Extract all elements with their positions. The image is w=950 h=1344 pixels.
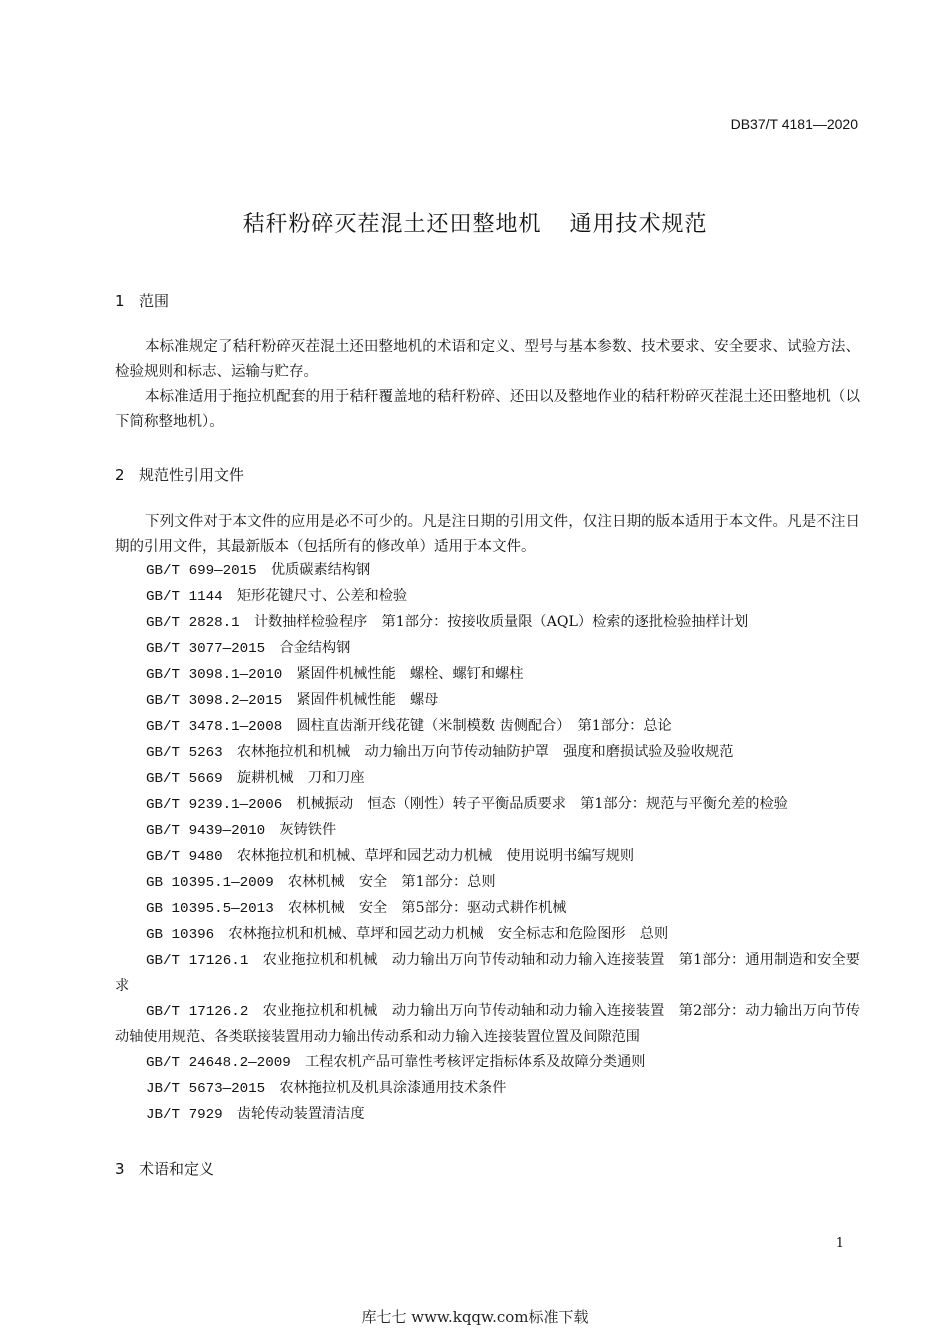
- reference-item: [115, 558, 860, 584]
- section-2-intro: 下列文件对于本文件的应用是必不可少的。凡是注日期的引用文件，仅注日期的版本适用于本文件。凡是不注日期的引用文件，其最新版本（包括所有的修改单）适用于本文件。: [115, 514, 860, 555]
- section-1-title: 范围: [139, 292, 170, 310]
- reference-code: GB/T 17126.2: [146, 1004, 249, 1020]
- reference-title: 机械振动 恒态（刚性）转子平衡品质要求 第1部分：规范与平衡允差的检验: [296, 796, 788, 812]
- title-sub: 通用技术规范: [569, 212, 708, 237]
- title-main: 秸秆粉碎灭茬混土还田整地机: [242, 212, 542, 237]
- reference-code: GB/T 699—2015: [146, 563, 257, 579]
- section-2-number: 2: [115, 466, 125, 484]
- reference-title: 农业拖拉机和机械 动力输出万向节传动轴和动力输入连接装置 第1部分：通用制造和安全要求: [115, 952, 860, 994]
- section-3-number: 3: [115, 1160, 125, 1178]
- reference-item: [115, 766, 860, 792]
- reference-title: 优质碳素结构钢: [270, 562, 371, 578]
- section-1-paragraph-2: 本标准适用于拖拉机配套的用于秸秆覆盖地的秸秆粉碎、还田以及整地作业的秸秆粉碎灭茬混土还田整地机（以下简称整地机）。: [115, 389, 860, 430]
- reference-item: [115, 662, 860, 688]
- reference-title: 灰铸铁件: [279, 822, 337, 838]
- section-2-heading: [115, 464, 244, 485]
- reference-code: GB/T 3478.1—2008: [146, 719, 283, 735]
- reference-item: [115, 870, 860, 896]
- reference-item: [115, 1050, 860, 1076]
- reference-item: [115, 844, 860, 870]
- reference-title: 农林机械 安全 第1部分：总则: [287, 874, 496, 890]
- reference-item: [115, 610, 860, 636]
- reference-title: 合金结构钢: [279, 640, 351, 656]
- reference-title: 矩形花键尺寸、公差和检验: [236, 588, 408, 604]
- reference-title: 齿轮传动装置清洁度: [236, 1106, 365, 1122]
- section-3-title: 术语和定义: [139, 1160, 215, 1178]
- section-1-number: 1: [115, 292, 125, 310]
- reference-item: [115, 922, 860, 948]
- reference-code: JB/T 5673—2015: [146, 1081, 266, 1097]
- reference-code: JB/T 7929: [146, 1107, 223, 1123]
- section-1-heading: [115, 290, 169, 311]
- reference-title: 紧固件机械性能 螺母: [296, 692, 439, 708]
- reference-code: GB/T 5263: [146, 745, 223, 761]
- document-code: DB37/T 4181—2020: [730, 116, 858, 132]
- reference-item: [115, 688, 860, 714]
- reference-item: [115, 584, 860, 610]
- reference-code: GB/T 9480: [146, 849, 223, 865]
- reference-item: [115, 1076, 860, 1102]
- reference-code: GB/T 24648.2—2009: [146, 1055, 291, 1071]
- reference-title: 农林机械 安全 第5部分：驱动式耕作机械: [287, 900, 567, 916]
- reference-item: [115, 636, 860, 662]
- reference-title: 计数抽样检验程序 第1部分：按接收质量限（AQL）检索的逐批检验抽样计划: [253, 614, 749, 630]
- footer-watermark: 库七七 www.kqqw.com标准下载: [361, 1308, 589, 1326]
- reference-code: GB/T 3098.2—2015: [146, 693, 283, 709]
- reference-title: 旋耕机械 刀和刀座: [236, 770, 365, 786]
- section-2-title: 规范性引用文件: [139, 466, 245, 484]
- reference-item: [115, 792, 860, 818]
- reference-item: [115, 740, 860, 766]
- reference-code: GB/T 5669: [146, 771, 223, 787]
- reference-code: GB 10395.1—2009: [146, 875, 274, 891]
- reference-title: 紧固件机械性能 螺栓、螺钉和螺柱: [296, 666, 524, 682]
- reference-title: 农林拖拉机及机具涂漆通用技术条件: [279, 1080, 507, 1096]
- reference-code: GB 10396: [146, 927, 215, 943]
- page-number: 1: [835, 1236, 844, 1251]
- reference-item: [115, 999, 860, 1050]
- reference-item: [115, 948, 860, 999]
- reference-title: 农业拖拉机和机械 动力输出万向节传动轴和动力输入连接装置 第2部分：动力输出万向节传动轴使用规范、各类联接装置用动力输出传动系和动力输入连接装置位置及间隙范围: [115, 1003, 860, 1045]
- reference-code: GB/T 1144: [146, 589, 223, 605]
- reference-item: [115, 896, 860, 922]
- reference-title: 工程农机产品可靠性考核评定指标体系及故障分类通则: [304, 1054, 646, 1070]
- document-title: [0, 207, 950, 238]
- reference-item: [115, 714, 860, 740]
- reference-code: GB/T 17126.1: [146, 953, 249, 969]
- reference-code: GB/T 3098.1—2010: [146, 667, 283, 683]
- reference-code: GB/T 9439—2010: [146, 823, 266, 839]
- reference-title: 圆柱直齿渐开线花键（米制模数 齿侧配合） 第1部分：总论: [296, 718, 672, 734]
- reference-item: [115, 1102, 860, 1128]
- reference-title: 农林拖拉机和机械、草坪和园艺动力机械 安全标志和危险图形 总则: [228, 926, 669, 942]
- reference-code: GB/T 9239.1—2006: [146, 797, 283, 813]
- reference-title: 农林拖拉机和机械、草坪和园艺动力机械 使用说明书编写规则: [236, 848, 635, 864]
- reference-list: [115, 558, 860, 1128]
- reference-title: 农林拖拉机和机械 动力输出万向节传动轴防护罩 强度和磨损试验及验收规范: [236, 744, 734, 760]
- section-3-heading: [115, 1158, 214, 1179]
- reference-code: GB/T 3077—2015: [146, 641, 266, 657]
- reference-item: [115, 818, 860, 844]
- reference-code: GB/T 2828.1: [146, 615, 240, 631]
- reference-code: GB 10395.5—2013: [146, 901, 274, 917]
- section-1-paragraph-1: 本标准规定了秸秆粉碎灭茬混土还田整地机的术语和定义、型号与基本参数、技术要求、安全要求、试验方法、检验规则和标志、运输与贮存。: [115, 339, 860, 380]
